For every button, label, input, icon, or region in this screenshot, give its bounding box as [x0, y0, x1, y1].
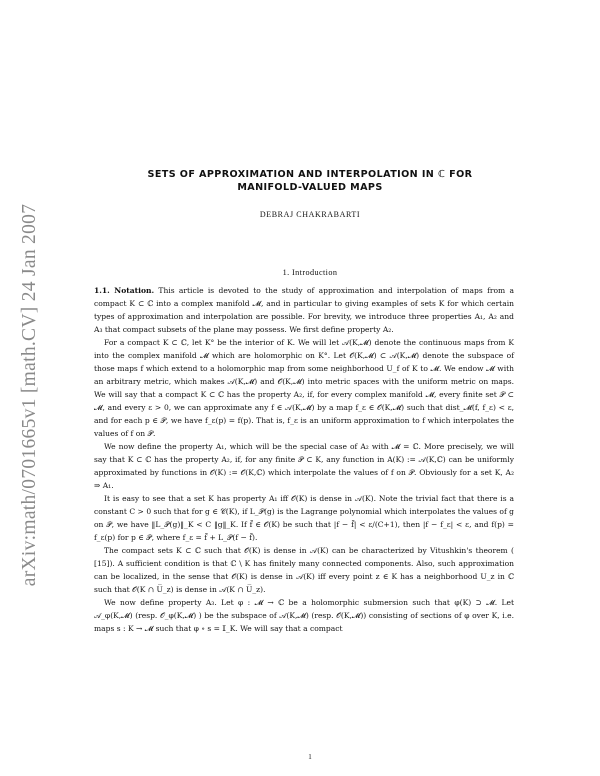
paragraph: For a compact K ⊂ ℂ, let K° be the interior of K. We will let 𝒜(K,𝓜) denote the continuous maps from K into the complex manifold 𝓜 which are holomorphic on K°. Let 𝒪(K,𝓜) ⊂ 𝒜(K,𝓜) denote the subspace of those maps f which extend to a holomorphic map from some neighborhood U_f of K to 𝓜. We endow 𝓜 with an arbitrary metric, which makes 𝒜(K,𝓜) and 𝒪(K,𝓜) into metric spaces with the uniform metric on maps. We will say that a compact K ⊂ ℂ has the property A₂, if, for every complex manifold 𝓜, every finite set 𝒫 ⊂ 𝓜, and every ε > 0, we can approximate any f ∈ 𝒜(K,𝓜) by a map f_ε ∈ 𝒪(K,𝓜) such that dist_𝓜(f, f_ε) < ε, and for each p ∈ 𝒫, we have f_ε(p) = f(p). That is, f_ε is an uniform approximation to f which interpolates the values of f on 𝒫. [94, 338, 514, 438]
author-name: DEBRAJ CHAKRABARTI [259, 210, 361, 219]
arxiv-identifier: arXiv:math/0701665v1 [math.CV] 24 Jan 2007 [19, 203, 40, 587]
arxiv-sidebar-stamp [14, 160, 46, 630]
title-line-2: MANIFOLD-VALUED MAPS [237, 182, 383, 193]
section-heading: 1. Introduction [282, 268, 338, 277]
paragraph: The compact sets K ⊂ ℂ such that 𝒪(K) is dense in 𝒜(K) can be characterized by Vitushkin's theorem ( [15]). A sufficient condition is that ℂ \ K has finitely many connected components. Also, such approximation can be localized, in the sense that 𝒪(K) is dense in 𝒜(K) iff every point z ∈ K has a neighborhood U_z in ℂ such that 𝒪(K ∩ U̅_z) is dense in 𝒜(K ∩ U̅_z). [94, 546, 514, 594]
paper-title [100, 168, 520, 194]
paragraph: We now define property A₃. Let φ : 𝓜 → ℂ be a holomorphic submersion such that φ(K) ⊃ 𝓜. Let 𝒜_φ(K,𝓜) (resp. 𝒪_φ(K,𝓜) ) be the subspace of 𝒜(K,𝓜) (resp. 𝒪(K,𝓜)) consisting of sections of φ over K, i.e. maps s : K → 𝓜 such that φ ∘ s = 𝕀_K. We will say that a compact [94, 598, 514, 633]
paragraph: We now define the property A₁, which will be the special case of A₂ with 𝓜 = ℂ. More precisely, we will say that K ⊂ ℂ has the property A₂, if, for any finite 𝒫 ⊂ K, any function in A(K) := 𝒜(K,ℂ) can be uniformly approximated by functions in 𝒪(K) := 𝒪(K,ℂ) which interpolate the values of f on 𝒫. Obviously for a set K, A₂ ⇒ A₁. [94, 442, 514, 490]
page-number: 1 [308, 753, 312, 761]
title-line-1: SETS OF APPROXIMATION AND INTERPOLATION IN ℂ FOR [147, 169, 473, 180]
body-text [94, 284, 514, 635]
paragraph-text: This article is devoted to the study of approximation and interpolation of maps from a compact K ⊂ ℂ into a complex manifold 𝓜, and in particular to giving examples of sets K for which certain types of approximation and interpolation are possible. For brevity, we introduce three properties A₁, A₂ and A₃ that compact subsets of the plane may possess. We first define property A₂. [94, 286, 514, 334]
paragraph-notation [94, 284, 514, 336]
paragraph: It is easy to see that a set K has property A₁ iff 𝒪(K) is dense in 𝒜(K). Note the trivial fact that there is a constant C > 0 such that for g ∈ 𝒞(K), if L_𝒫(g) is the Lagrange polynomial which interpolates the values of g on 𝒫, we have ‖L_𝒫(g)‖_K < C ‖g‖_K. If f̃ ∈ 𝒪(K) be such that |f − f̃| < ε/(C+1), then |f − f_ε| < ε, and f(p) = f_ε(p) for p ∈ 𝒫, where f_ε = f̃ + L_𝒫(f − f̃). [94, 494, 514, 542]
subsection-label: 1.1. Notation. [94, 286, 155, 295]
